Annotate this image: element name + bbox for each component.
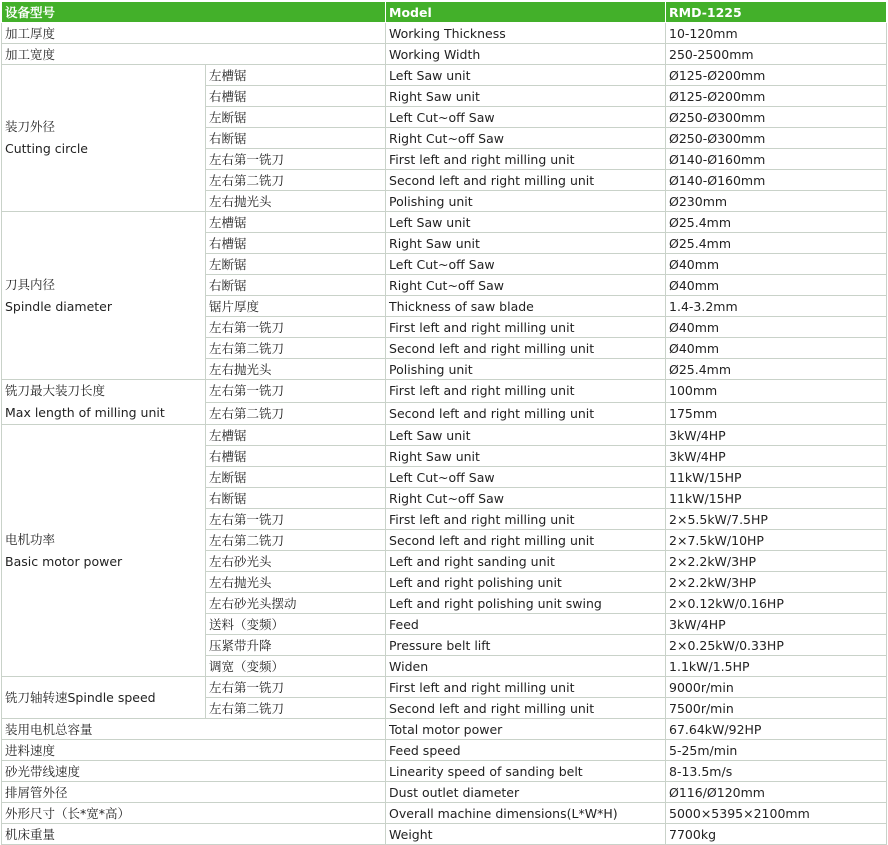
row-sub-label-cn: 左右抛光头 [206,572,386,593]
row-sub-label-cn: 左右第二铣刀 [206,338,386,359]
row-sub-label-cn: 左右第二铣刀 [206,530,386,551]
row-label-en: Pressure belt lift [386,635,666,656]
row-label-en: First left and right milling unit [386,509,666,530]
row-sub-label-cn: 右断锯 [206,128,386,149]
row-label-en: Widen [386,656,666,677]
row-value: 7700kg [666,824,887,845]
row-sub-label-cn: 左右第二铣刀 [206,402,386,425]
row-label-en: Linearity speed of sanding belt [386,761,666,782]
row-sub-label-cn: 左断锯 [206,467,386,488]
row-value: Ø140-Ø160mm [666,170,887,191]
row-label-en: Polishing unit [386,191,666,212]
row-label-cn: 装用电机总容量 [2,719,386,740]
row-label-cn: 机床重量 [2,824,386,845]
row-label-en: Left and right sanding unit [386,551,666,572]
group-label-en: Spindle diameter [5,298,113,314]
row-label-en: Second left and right milling unit [386,698,666,719]
row-value: 8-13.5m/s [666,761,887,782]
group-label-en: Basic motor power [5,553,123,569]
row-value: 3kW/4HP [666,446,887,467]
row-value: Ø230mm [666,191,887,212]
row-sub-label-cn: 送料（变频） [206,614,386,635]
row-label-en: First left and right milling unit [386,149,666,170]
group-label-cn: 电机功率 [5,531,56,547]
row-sub-label-cn: 右断锯 [206,488,386,509]
row-label-en: Left Cut~off Saw [386,467,666,488]
row-value: 7500r/min [666,698,887,719]
row-sub-label-cn: 左断锯 [206,254,386,275]
row-label-en: Working Width [386,44,666,65]
group-label-cell [2,212,206,380]
row-value: Ø116/Ø120mm [666,782,887,803]
row-value: 250-2500mm [666,44,887,65]
row-sub-label-cn: 左右第二铣刀 [206,698,386,719]
row-label-en: Polishing unit [386,359,666,380]
row-value: Ø125-Ø200mm [666,65,887,86]
header-model-cell: Model [386,2,666,23]
row-value: Ø40mm [666,317,887,338]
row-sub-label-cn: 调宽（变频） [206,656,386,677]
row-value: 11kW/15HP [666,488,887,509]
row-sub-label-cn: 锯片厚度 [206,296,386,317]
row-label-en: Right Saw unit [386,233,666,254]
group-label-cell [2,65,206,212]
group-label-cell: 铣刀轴转速Spindle speed [2,677,206,719]
row-label-en: Left Saw unit [386,212,666,233]
row-label-en: First left and right milling unit [386,317,666,338]
table-row [2,740,887,761]
row-value: 5-25m/min [666,740,887,761]
row-label-cn: 砂光带线速度 [2,761,386,782]
row-label-en: Right Cut~off Saw [386,488,666,509]
row-label-en: Left Saw unit [386,65,666,86]
spec-table-body [2,2,887,845]
row-label-cn: 排屑管外径 [2,782,386,803]
table-row [2,677,887,698]
header-value-cell: RMD-1225 [666,2,887,23]
row-value: 1.4-3.2mm [666,296,887,317]
row-label-en: Working Thickness [386,23,666,44]
row-label-en: Second left and right milling unit [386,402,666,425]
row-sub-label-cn: 左槽锯 [206,65,386,86]
row-sub-label-cn: 左右第一铣刀 [206,509,386,530]
row-value: 10-120mm [666,23,887,44]
row-label-en: Right Cut~off Saw [386,128,666,149]
header-device-cell: 设备型号 [2,2,386,23]
row-sub-label-cn: 左右第一铣刀 [206,677,386,698]
row-value: Ø40mm [666,254,887,275]
table-row [2,761,887,782]
table-row [2,803,887,824]
group-label-en: Max length of milling unit [5,405,165,420]
header-row [2,2,887,23]
row-value: Ø25.4mm [666,359,887,380]
row-value: 2×7.5kW/10HP [666,530,887,551]
row-sub-label-cn: 左右抛光头 [206,359,386,380]
table-row [2,380,887,403]
row-value: Ø125-Ø200mm [666,86,887,107]
group-label-cn: 刀具内径 [5,276,56,292]
row-label-en: Second left and right milling unit [386,338,666,359]
row-sub-label-cn: 左右抛光头 [206,191,386,212]
row-label-en: Feed speed [386,740,666,761]
table-row [2,824,887,845]
group-label-cell [2,380,206,425]
row-value: Ø25.4mm [666,233,887,254]
row-label-en: Right Saw unit [386,446,666,467]
row-value: Ø250-Ø300mm [666,128,887,149]
row-value: 2×2.2kW/3HP [666,572,887,593]
row-label-en: Dust outlet diameter [386,782,666,803]
row-value: 9000r/min [666,677,887,698]
row-sub-label-cn: 左右砂光头摆动 [206,593,386,614]
spec-table [1,1,887,845]
row-sub-label-cn: 右断锯 [206,275,386,296]
row-value: 5000×5395×2100mm [666,803,887,824]
table-row [2,65,887,86]
row-label-en: Left Saw unit [386,425,666,446]
row-sub-label-cn: 左右第二铣刀 [206,170,386,191]
row-value: 3kW/4HP [666,614,887,635]
table-row [2,782,887,803]
row-sub-label-cn: 左右砂光头 [206,551,386,572]
row-sub-label-cn: 左槽锯 [206,212,386,233]
table-row [2,212,887,233]
row-label-en: Overall machine dimensions(L*W*H) [386,803,666,824]
table-row [2,425,887,446]
row-value: Ø40mm [666,338,887,359]
group-label-cn: 铣刀最大装刀长度 [5,383,106,398]
row-sub-label-cn: 左右第一铣刀 [206,149,386,170]
row-value: 100mm [666,380,887,403]
row-sub-label-cn: 右槽锯 [206,233,386,254]
group-label-cn: 装刀外径 [5,119,56,134]
row-label-en: Right Saw unit [386,86,666,107]
row-label-en: Thickness of saw blade [386,296,666,317]
table-row [2,719,887,740]
row-value: 2×2.2kW/3HP [666,551,887,572]
row-value: Ø250-Ø300mm [666,107,887,128]
row-value: 175mm [666,402,887,425]
row-label-cn: 加工厚度 [2,23,386,44]
row-sub-label-cn: 压紧带升降 [206,635,386,656]
table-row [2,44,887,65]
row-label-en: Left Cut~off Saw [386,254,666,275]
row-label-en: Feed [386,614,666,635]
row-sub-label-cn: 左右第一铣刀 [206,380,386,403]
row-label-en: Total motor power [386,719,666,740]
row-value: 2×0.12kW/0.16HP [666,593,887,614]
table-row [2,23,887,44]
row-value: 3kW/4HP [666,425,887,446]
row-value: 2×0.25kW/0.33HP [666,635,887,656]
row-value: 2×5.5kW/7.5HP [666,509,887,530]
row-label-en: Left and right polishing unit [386,572,666,593]
row-label-cn: 进料速度 [2,740,386,761]
row-label-en: First left and right milling unit [386,380,666,403]
row-label-en: Weight [386,824,666,845]
row-value: 11kW/15HP [666,467,887,488]
row-label-en: Second left and right milling unit [386,170,666,191]
row-label-en: First left and right milling unit [386,677,666,698]
row-label-en: Second left and right milling unit [386,530,666,551]
row-sub-label-cn: 右槽锯 [206,446,386,467]
row-sub-label-cn: 右槽锯 [206,86,386,107]
row-label-cn: 加工宽度 [2,44,386,65]
row-value: 1.1kW/1.5HP [666,656,887,677]
row-value: 67.64kW/92HP [666,719,887,740]
row-label-en: Left and right polishing unit swing [386,593,666,614]
group-label-en: Cutting circle [5,141,89,156]
row-label-en: Left Cut~off Saw [386,107,666,128]
row-label-cn: 外形尺寸（长*宽*高） [2,803,386,824]
row-value: Ø25.4mm [666,212,887,233]
row-value: Ø140-Ø160mm [666,149,887,170]
row-value: Ø40mm [666,275,887,296]
row-sub-label-cn: 左槽锯 [206,425,386,446]
row-sub-label-cn: 左断锯 [206,107,386,128]
group-label-cell [2,425,206,677]
row-label-en: Right Cut~off Saw [386,275,666,296]
row-sub-label-cn: 左右第一铣刀 [206,317,386,338]
